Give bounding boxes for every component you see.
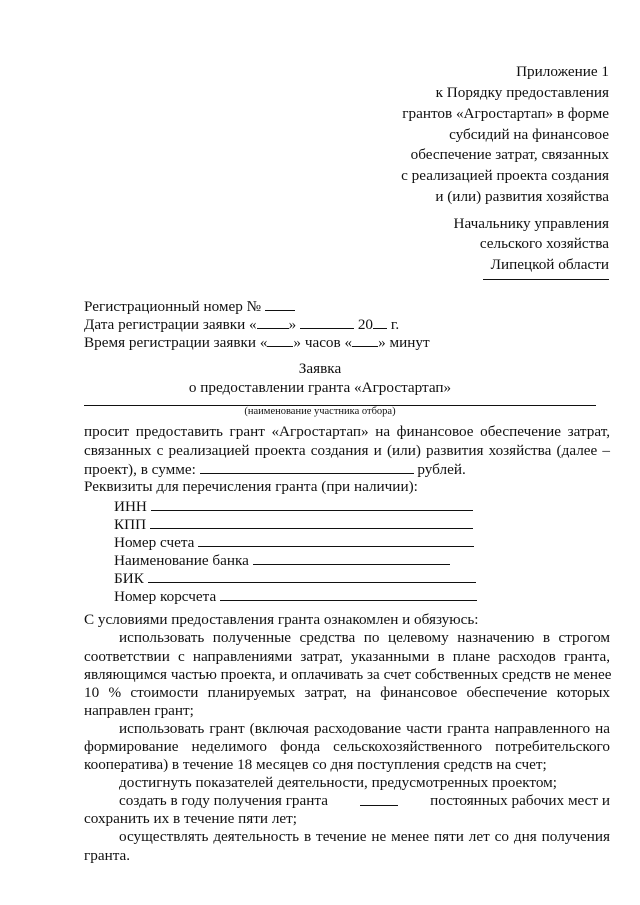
addressee-signature-line[interactable] bbox=[483, 279, 609, 280]
registration-number-field[interactable] bbox=[265, 296, 295, 311]
requisite-corr-account: Номер корсчета bbox=[114, 586, 477, 606]
time-minutes-field[interactable] bbox=[352, 332, 378, 347]
appendix-line: грантов «Агростартап» в форме bbox=[402, 105, 609, 122]
requisite-kpp: КПП bbox=[114, 514, 473, 534]
condition-line: достигнуть показателей деятельности, предусмотренных проектом; bbox=[119, 774, 557, 791]
conditions-heading: С условиями предоставления гранта ознакомлен и обязуюсь: bbox=[84, 611, 479, 628]
requisite-bik: БИК bbox=[114, 568, 476, 588]
corr-account-field[interactable] bbox=[220, 586, 477, 601]
condition-line: использовать грант (включая расходование части гранта направленного на bbox=[119, 720, 610, 737]
condition-line: 10 % стоимости планируемых затрат, на финансовое обеспечение которых bbox=[84, 684, 610, 701]
registration-number: Регистрационный номер № bbox=[84, 296, 295, 316]
requisites-heading: Реквизиты для перечисления гранта (при наличии): bbox=[84, 478, 418, 495]
condition-line: осуществлять деятельность в течение не менее пяти лет со дня получения bbox=[119, 828, 610, 845]
condition-line: использовать полученные средства по целевому назначению в строгом bbox=[119, 629, 610, 646]
condition-line: сохранить их в течение пяти лет; bbox=[84, 810, 298, 827]
condition-jobs-line: создать в году получения гранта постоянных рабочих мест и bbox=[119, 792, 610, 809]
document-title: Заявка bbox=[298, 360, 342, 377]
bik-field[interactable] bbox=[148, 568, 476, 583]
requisite-account: Номер счета bbox=[114, 532, 474, 552]
condition-line: формирование неделимого фонда сельскохозяйственного потребительского bbox=[84, 738, 610, 755]
participant-caption: (наименование участника отбора) bbox=[244, 406, 396, 417]
condition-line: являющимся частью проекта, и оплачивать за счет собственных средств не менее bbox=[84, 666, 612, 683]
document-subtitle: о предоставлении гранта «Агростартап» bbox=[188, 379, 452, 396]
registration-time: Время регистрации заявки « » часов « » минут bbox=[84, 334, 430, 351]
date-day-field[interactable] bbox=[257, 314, 289, 329]
condition-line: направлен грант; bbox=[84, 702, 194, 719]
addressee-line: Начальнику управления bbox=[453, 215, 609, 232]
inn-field[interactable] bbox=[151, 496, 473, 511]
registration-date: Дата регистрации заявки « » 20 г. bbox=[84, 316, 400, 333]
appendix-line: Приложение 1 bbox=[516, 63, 609, 80]
condition-line: соответствии с направлениями затрат, указанными в плане расходов гранта, bbox=[84, 648, 610, 665]
appendix-line: с реализацией проекта создания bbox=[401, 167, 609, 184]
date-month-field[interactable] bbox=[300, 314, 354, 329]
request-line: просит предоставить грант «Агростартап» на финансовое обеспечение затрат, bbox=[84, 423, 610, 440]
bank-name-field[interactable] bbox=[253, 550, 450, 565]
grant-sum-field[interactable] bbox=[200, 459, 414, 474]
time-hours-field[interactable] bbox=[267, 332, 293, 347]
account-number-field[interactable] bbox=[198, 532, 474, 547]
request-sum-line: проект), в сумме: рублей. bbox=[84, 461, 466, 478]
appendix-line: обеспечение затрат, связанных bbox=[410, 146, 609, 163]
addressee-line: Липецкой области bbox=[490, 256, 609, 273]
requisite-inn: ИНН bbox=[114, 496, 473, 516]
request-line: связанных с реализацией проекта создания и (или) развития хозяйства (далее – bbox=[84, 442, 610, 459]
date-year-field[interactable] bbox=[373, 314, 387, 329]
jobs-count-field[interactable] bbox=[360, 791, 398, 806]
appendix-line: субсидий на финансовое bbox=[449, 126, 609, 143]
condition-line: гранта. bbox=[84, 847, 131, 864]
appendix-line: и (или) развития хозяйства bbox=[435, 188, 609, 205]
kpp-field[interactable] bbox=[150, 514, 473, 529]
requisite-bank: Наименование банка bbox=[114, 550, 450, 570]
appendix-line: к Порядку предоставления bbox=[435, 84, 609, 101]
condition-line: кооператива) в течение 18 месяцев со дня поступления средств на счет; bbox=[84, 756, 547, 773]
addressee-line: сельского хозяйства bbox=[479, 235, 609, 252]
